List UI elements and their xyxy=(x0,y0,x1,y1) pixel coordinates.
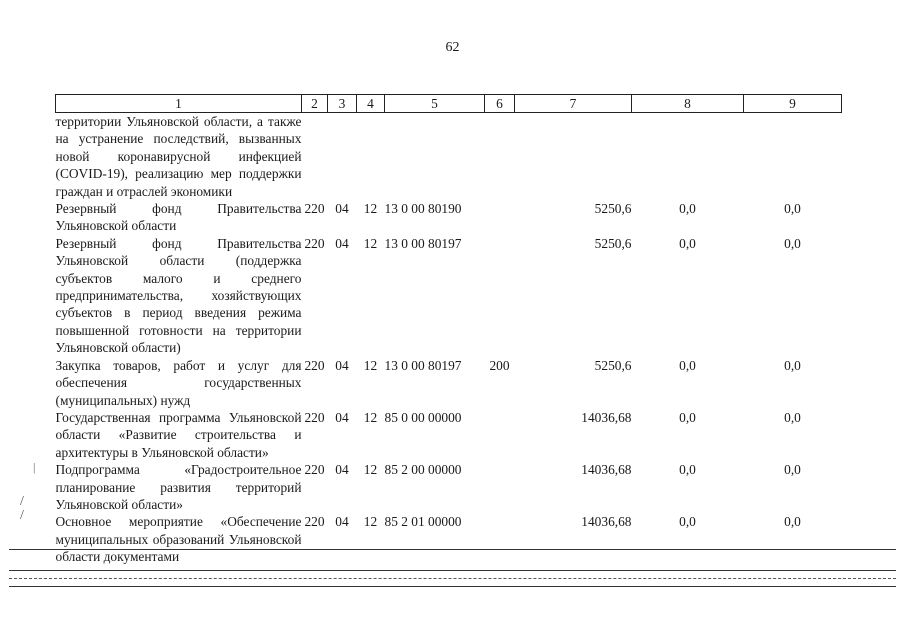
row-admin-code: 220 xyxy=(304,409,325,425)
row-name: территории Ульяновской области, а также на устранение последствий, вызванных новой коронавирусной инфекцией (COVID-19), реализацию мер поддержки граждан и отраслей экономики xyxy=(55,114,302,199)
column-header-2: 2 xyxy=(302,95,328,113)
row-amount-year-2 xyxy=(632,113,744,201)
row-section: 04 xyxy=(335,462,349,478)
column-header-9: 9 xyxy=(744,95,842,113)
row-admin-code: 220 xyxy=(304,235,325,251)
row-amount-year-2: 0,0 xyxy=(679,409,696,425)
column-header-7: 7 xyxy=(515,95,632,113)
row-subsection xyxy=(357,113,385,201)
row-target-article: 13 0 00 80197 xyxy=(384,357,462,373)
row-expense-type: 200 xyxy=(489,357,510,373)
row-admin-code: 220 xyxy=(304,357,325,373)
row-name: Резервный фонд Правительства Ульяновской области (поддержка субъектов малого и среднего предпринимательства, хозяйствующих субъектов в период введения режима повышенной готовности на территории Ульяновской области) xyxy=(55,235,302,356)
row-amount-year-2: 0,0 xyxy=(679,235,696,251)
row-amount-year-2: 0,0 xyxy=(679,514,696,530)
row-section: 04 xyxy=(335,409,349,425)
column-header-1: 1 xyxy=(56,95,302,113)
row-admin-code xyxy=(302,113,328,201)
table-row xyxy=(56,235,842,357)
row-amount-year-2: 0,0 xyxy=(679,462,696,478)
row-expense-type xyxy=(485,113,515,201)
row-admin-code: 220 xyxy=(304,462,325,478)
row-amount-year-1: 14036,68 xyxy=(581,514,632,530)
row-name: Резервный фонд Правительства Ульяновской области xyxy=(55,201,302,234)
row-expense-type xyxy=(485,409,515,461)
row-expense-type xyxy=(485,235,515,357)
row-subsection: 12 xyxy=(363,409,378,425)
scan-artifact-mark: | xyxy=(33,460,36,474)
row-amount-year-1: 5250,6 xyxy=(594,235,632,251)
row-section: 04 xyxy=(335,357,349,373)
page-number: 62 xyxy=(445,40,460,55)
row-subsection: 12 xyxy=(363,357,378,373)
budget-table xyxy=(55,94,842,566)
row-amount-year-1 xyxy=(515,113,632,201)
row-name: Государственная программа Ульяновской области «Развитие строительства и архитектуры в Ульяновской области» xyxy=(55,409,302,460)
row-amount-year-2: 0,0 xyxy=(679,357,696,373)
row-amount-year-1: 14036,68 xyxy=(581,462,632,478)
row-amount-year-3: 0,0 xyxy=(784,357,801,373)
table-header-row xyxy=(56,95,842,113)
row-target-article: 85 0 00 00000 xyxy=(384,409,462,425)
row-expense-type xyxy=(485,200,515,235)
row-name: Основное мероприятие «Обеспечение муниципальных образований Ульяновской области документами xyxy=(55,514,302,565)
table-row xyxy=(56,513,842,565)
scan-rule-line xyxy=(9,570,896,571)
column-header-5: 5 xyxy=(385,95,485,113)
row-target-article xyxy=(385,113,485,201)
scan-rule-line xyxy=(9,549,896,550)
scan-dashed-line xyxy=(9,578,896,579)
row-amount-year-3: 0,0 xyxy=(784,462,801,478)
table-row xyxy=(56,461,842,513)
column-header-8: 8 xyxy=(632,95,744,113)
row-subsection: 12 xyxy=(363,201,378,217)
row-section: 04 xyxy=(335,514,349,530)
scan-rule-line xyxy=(9,586,896,587)
row-amount-year-1: 14036,68 xyxy=(581,409,632,425)
row-section: 04 xyxy=(335,201,349,217)
table-row xyxy=(56,357,842,409)
scan-artifact-mark: / / xyxy=(20,494,24,523)
column-header-3: 3 xyxy=(328,95,357,113)
row-admin-code: 220 xyxy=(304,201,325,217)
row-amount-year-2: 0,0 xyxy=(679,201,696,217)
table-row xyxy=(56,409,842,461)
row-subsection: 12 xyxy=(363,514,378,530)
row-name: Подпрограмма «Градостроительное планирование развития территорий Ульяновской области» xyxy=(55,462,302,512)
row-amount-year-3 xyxy=(744,113,842,201)
column-header-4: 4 xyxy=(357,95,385,113)
row-target-article: 13 0 00 80197 xyxy=(384,235,462,251)
row-amount-year-3: 0,0 xyxy=(784,201,801,217)
row-name: Закупка товаров, работ и услуг для обеспечения государственных (муниципальных) нужд xyxy=(55,357,302,408)
row-target-article: 13 0 00 80190 xyxy=(384,201,462,217)
row-target-article: 85 2 01 00000 xyxy=(384,514,462,530)
row-section xyxy=(328,113,357,201)
row-section: 04 xyxy=(335,235,349,251)
table-row xyxy=(56,113,842,201)
row-amount-year-1: 5250,6 xyxy=(594,201,632,217)
row-amount-year-3: 0,0 xyxy=(784,514,801,530)
row-target-article: 85 2 00 00000 xyxy=(384,462,462,478)
row-amount-year-1: 5250,6 xyxy=(594,357,632,373)
row-admin-code: 220 xyxy=(304,514,325,530)
row-subsection: 12 xyxy=(363,235,378,251)
column-header-6: 6 xyxy=(485,95,515,113)
row-amount-year-3: 0,0 xyxy=(784,235,801,251)
table-row xyxy=(56,200,842,235)
row-amount-year-3: 0,0 xyxy=(784,409,801,425)
row-expense-type xyxy=(485,461,515,513)
row-expense-type xyxy=(485,513,515,565)
row-subsection: 12 xyxy=(363,462,378,478)
